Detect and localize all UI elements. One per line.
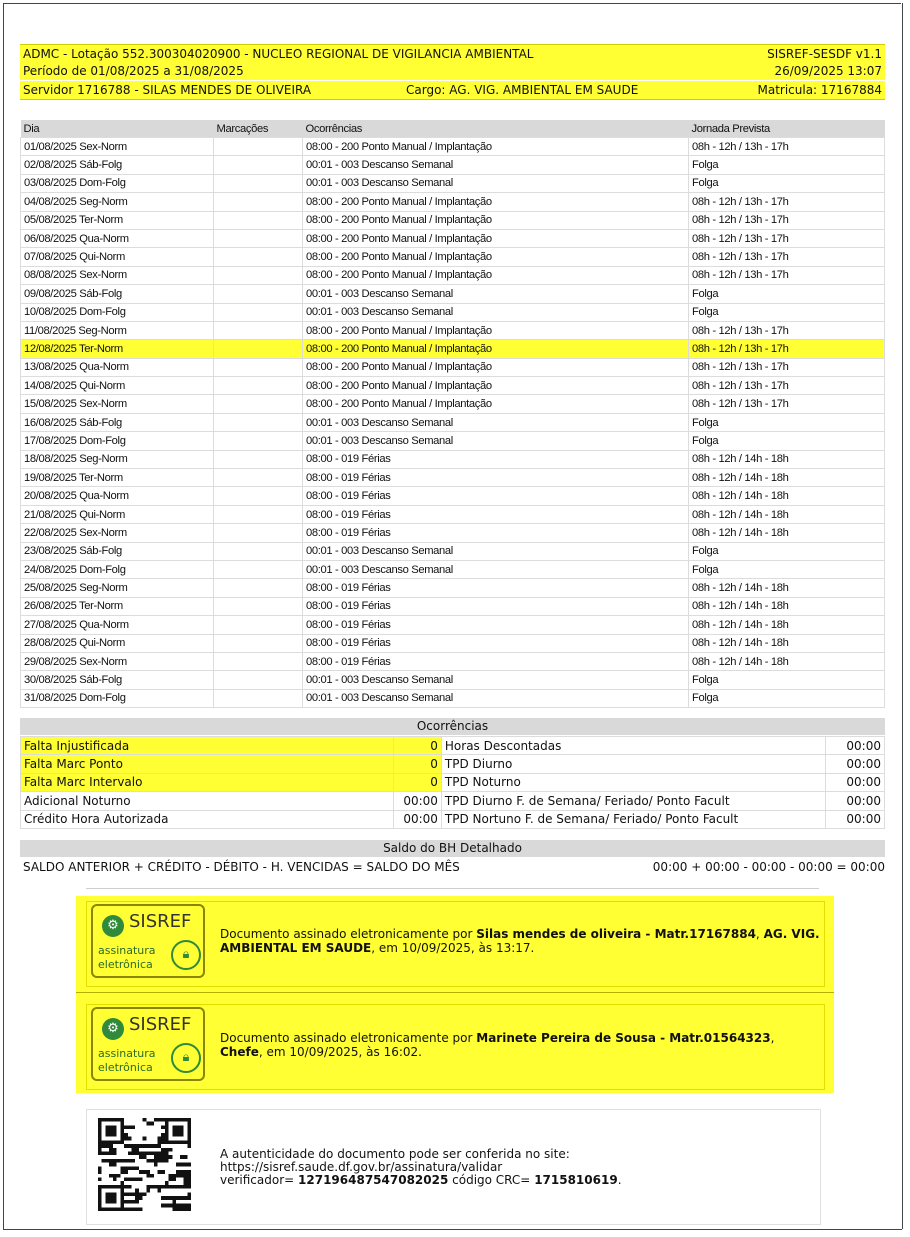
cell-marcacoes (214, 413, 303, 431)
cell-dia: 09/08/2025 Sáb-Folg (21, 285, 214, 303)
cell-ocorrencia: 08:00 - 200 Ponto Manual / Implantação (303, 321, 689, 339)
cell-marcacoes (214, 395, 303, 413)
cell-dia: 21/08/2025 Qui-Norm (21, 505, 214, 523)
cell-ocorrencia: 08:00 - 200 Ponto Manual / Implantação (303, 358, 689, 376)
cell-ocorrencia: 08:00 - 019 Férias (303, 505, 689, 523)
cell-dia: 26/08/2025 Ter-Norm (21, 597, 214, 615)
sig2-sep: , (770, 1031, 775, 1045)
cell-marcacoes (214, 229, 303, 247)
cell-marcacoes (214, 579, 303, 597)
oco-right-value: 00:00 (825, 755, 884, 773)
ocorrencias-table-body (21, 737, 885, 829)
cell-jornada: 08h - 12h / 14h - 18h (689, 634, 885, 652)
matricula-text: Matricula: 17167884 (757, 83, 882, 97)
cell-ocorrencia: 00:01 - 003 Descanso Semanal (303, 156, 689, 174)
cell-jornada: 08h - 12h / 13h - 17h (689, 340, 885, 358)
oco-left-label: Falta Marc Ponto (21, 755, 394, 773)
ocorrencia-row (21, 792, 885, 810)
day-row (21, 413, 885, 431)
sig2-prefix: Documento assinado eletronicamente por (220, 1031, 477, 1045)
lock-icon: 🔒︎ (171, 940, 201, 970)
cell-dia: 18/08/2025 Seg-Norm (21, 450, 214, 468)
codes-end: . (617, 1173, 622, 1187)
cell-ocorrencia: 00:01 - 003 Descanso Semanal (303, 542, 689, 560)
cell-ocorrencia: 00:01 - 003 Descanso Semanal (303, 174, 689, 192)
cell-jornada: Folga (689, 432, 885, 450)
cell-dia: 05/08/2025 Ter-Norm (21, 211, 214, 229)
saldo-line (20, 858, 885, 876)
cell-ocorrencia: 08:00 - 019 Férias (303, 487, 689, 505)
cell-marcacoes (214, 505, 303, 523)
header-line-servidor (20, 81, 885, 100)
cell-jornada: 08h - 12h / 13h - 17h (689, 138, 885, 156)
cell-jornada: Folga (689, 285, 885, 303)
day-row (21, 229, 885, 247)
ocorrencias-table (20, 736, 885, 829)
cell-marcacoes (214, 174, 303, 192)
badge-line1: assinatura (98, 944, 156, 957)
day-row (21, 266, 885, 284)
cell-jornada: Folga (689, 413, 885, 431)
cell-marcacoes (214, 689, 303, 707)
cell-jornada: 08h - 12h / 13h - 17h (689, 211, 885, 229)
cell-marcacoes (214, 303, 303, 321)
cell-marcacoes (214, 358, 303, 376)
cell-marcacoes (214, 616, 303, 634)
days-table-header (21, 120, 885, 138)
oco-right-value: 00:00 (825, 773, 884, 791)
oco-right-label: TPD Diurno (441, 755, 825, 773)
verificador-label: verificador= (220, 1173, 299, 1187)
day-row (21, 358, 885, 376)
saldo-title: Saldo do BH Detalhado (20, 840, 885, 857)
cell-ocorrencia: 00:01 - 003 Descanso Semanal (303, 413, 689, 431)
cell-ocorrencia: 08:00 - 200 Ponto Manual / Implantação (303, 395, 689, 413)
day-row (21, 542, 885, 560)
cell-jornada: Folga (689, 156, 885, 174)
qr-code-icon (98, 1118, 191, 1211)
verificador-value: 127196487547082025 (298, 1173, 449, 1187)
cell-dia: 07/08/2025 Qui-Norm (21, 248, 214, 266)
cell-jornada: 08h - 12h / 13h - 17h (689, 266, 885, 284)
cell-marcacoes (214, 671, 303, 689)
cell-ocorrencia: 08:00 - 200 Ponto Manual / Implantação (303, 266, 689, 284)
cell-ocorrencia: 08:00 - 200 Ponto Manual / Implantação (303, 248, 689, 266)
cell-dia: 27/08/2025 Qua-Norm (21, 616, 214, 634)
day-row (21, 579, 885, 597)
day-row (21, 377, 885, 395)
cell-marcacoes (214, 634, 303, 652)
col-header-ocorrencias: Ocorrências (303, 120, 689, 138)
badge-brand: SISREF (129, 911, 192, 932)
cell-jornada: Folga (689, 174, 885, 192)
saldo-values: 00:00 + 00:00 - 00:00 - 00:00 = 00:00 (652, 860, 885, 874)
cell-dia: 14/08/2025 Qui-Norm (21, 377, 214, 395)
cell-jornada: 08h - 12h / 14h - 18h (689, 579, 885, 597)
cargo-text: Cargo: AG. VIG. AMBIENTAL EM SAUDE (406, 83, 639, 97)
cell-dia: 30/08/2025 Sáb-Folg (21, 671, 214, 689)
cell-ocorrencia: 08:00 - 019 Férias (303, 597, 689, 615)
cell-dia: 13/08/2025 Qua-Norm (21, 358, 214, 376)
cell-marcacoes (214, 193, 303, 211)
oco-right-label: TPD Diurno F. de Semana/ Feriado/ Ponto Facult (441, 792, 825, 810)
generated-datetime: 26/09/2025 13:07 (774, 64, 882, 78)
cell-dia: 19/08/2025 Ter-Norm (21, 469, 214, 487)
cell-dia: 24/08/2025 Dom-Folg (21, 560, 214, 578)
day-row (21, 505, 885, 523)
badge-brand: SISREF (129, 1014, 192, 1035)
saldo-formula: SALDO ANTERIOR + CRÉDITO - DÉBITO - H. VENCIDAS = SALDO DO MÊS (23, 860, 460, 874)
ocorrencia-row (21, 737, 885, 755)
ocorrencia-row (21, 755, 885, 773)
periodo-text: Período de 01/08/2025 a 31/08/2025 (23, 64, 244, 78)
badge-line2: eletrônica (98, 1061, 153, 1074)
cell-jornada: 08h - 12h / 14h - 18h (689, 450, 885, 468)
day-row (21, 634, 885, 652)
oco-left-value: 0 (393, 755, 441, 773)
cell-dia: 11/08/2025 Seg-Norm (21, 321, 214, 339)
day-row (21, 340, 885, 358)
lotacao-text: ADMC - Lotação 552.300304020900 - NUCLEO REGIONAL DE VIGILANCIA AMBIENTAL (23, 47, 534, 61)
cell-ocorrencia: 08:00 - 019 Férias (303, 450, 689, 468)
lock-icon: 🔒︎ (171, 1043, 201, 1073)
verification-line1: A autenticidade do documento pode ser conferida no site: (220, 1147, 570, 1161)
day-row (21, 560, 885, 578)
crc-label: código CRC= (448, 1173, 535, 1187)
verification-url[interactable]: https://sisref.saude.df.gov.br/assinatura/validar (220, 1160, 503, 1174)
cell-marcacoes (214, 597, 303, 615)
cell-ocorrencia: 08:00 - 019 Férias (303, 616, 689, 634)
cell-dia: 10/08/2025 Dom-Folg (21, 303, 214, 321)
ocorrencia-row (21, 810, 885, 828)
day-row (21, 616, 885, 634)
signature-1 (86, 901, 825, 987)
cell-jornada: 08h - 12h / 13h - 17h (689, 358, 885, 376)
col-header-dia: Dia (21, 120, 214, 138)
day-row (21, 469, 885, 487)
cell-jornada: 08h - 12h / 14h - 18h (689, 487, 885, 505)
page-bottom-border (3, 1229, 902, 1230)
cell-dia: 29/08/2025 Sex-Norm (21, 652, 214, 670)
cell-marcacoes (214, 432, 303, 450)
signature-2 (86, 1004, 825, 1090)
cell-jornada: 08h - 12h / 13h - 17h (689, 395, 885, 413)
system-version: SISREF-SESDF v1.1 (767, 47, 882, 61)
cell-dia: 04/08/2025 Seg-Norm (21, 193, 214, 211)
cell-marcacoes (214, 285, 303, 303)
day-row (21, 174, 885, 192)
sig2-name: Marinete Pereira de Sousa - Matr.01564323 (476, 1031, 771, 1045)
day-row (21, 303, 885, 321)
cell-jornada: 08h - 12h / 14h - 18h (689, 469, 885, 487)
day-row (21, 138, 885, 156)
sig1-sep: , (755, 927, 764, 941)
sig1-suffix: , em 10/09/2025, às 13:17. (371, 941, 535, 955)
cell-jornada: 08h - 12h / 14h - 18h (689, 524, 885, 542)
sig2-suffix: , em 10/09/2025, às 16:02. (258, 1045, 422, 1059)
gear-icon: ⚙ (102, 1018, 124, 1040)
oco-left-value: 0 (393, 737, 441, 755)
oco-right-label: TPD Nortuno F. de Semana/ Feriado/ Ponto Facult (441, 810, 825, 828)
crc-value: 1715810619 (534, 1173, 618, 1187)
cell-dia: 31/08/2025 Dom-Folg (21, 689, 214, 707)
cell-jornada: 08h - 12h / 13h - 17h (689, 321, 885, 339)
cell-ocorrencia: 08:00 - 019 Férias (303, 634, 689, 652)
cell-ocorrencia: 00:01 - 003 Descanso Semanal (303, 560, 689, 578)
cell-jornada: Folga (689, 689, 885, 707)
signature-2-text (220, 1031, 820, 1059)
cell-ocorrencia: 00:01 - 003 Descanso Semanal (303, 303, 689, 321)
cell-dia: 23/08/2025 Sáb-Folg (21, 542, 214, 560)
oco-right-value: 00:00 (825, 737, 884, 755)
verification-codes (220, 1174, 622, 1187)
ocorrencias-title: Ocorrências (20, 718, 885, 735)
cell-dia: 08/08/2025 Sex-Norm (21, 266, 214, 284)
oco-right-value: 00:00 (825, 792, 884, 810)
cell-ocorrencia: 00:01 - 003 Descanso Semanal (303, 285, 689, 303)
cell-ocorrencia: 08:00 - 200 Ponto Manual / Implantação (303, 138, 689, 156)
signatures-block (76, 896, 834, 1093)
day-row (21, 450, 885, 468)
day-row (21, 671, 885, 689)
sig1-name: Silas mendes de oliveira - Matr.17167884 (476, 927, 756, 941)
signature-divider (76, 992, 834, 993)
cell-jornada: Folga (689, 542, 885, 560)
gear-icon: ⚙ (102, 915, 124, 937)
cell-jornada: Folga (689, 560, 885, 578)
cell-marcacoes (214, 321, 303, 339)
day-row (21, 524, 885, 542)
day-row (21, 193, 885, 211)
oco-right-label: TPD Noturno (441, 773, 825, 791)
cell-dia: 22/08/2025 Sex-Norm (21, 524, 214, 542)
servidor-text: Servidor 1716788 - SILAS MENDES DE OLIVEIRA (23, 83, 312, 97)
sisref-signature-badge (91, 1007, 205, 1081)
day-row (21, 597, 885, 615)
day-row (21, 432, 885, 450)
cell-jornada: 08h - 12h / 14h - 18h (689, 616, 885, 634)
cell-jornada: Folga (689, 303, 885, 321)
cell-jornada: 08h - 12h / 13h - 17h (689, 229, 885, 247)
cell-ocorrencia: 08:00 - 200 Ponto Manual / Implantação (303, 211, 689, 229)
oco-left-value: 00:00 (393, 810, 441, 828)
cell-marcacoes (214, 652, 303, 670)
cell-dia: 20/08/2025 Qua-Norm (21, 487, 214, 505)
cell-marcacoes (214, 560, 303, 578)
cell-ocorrencia: 00:01 - 003 Descanso Semanal (303, 671, 689, 689)
verification-block (86, 1109, 821, 1225)
cell-jornada: 08h - 12h / 14h - 18h (689, 505, 885, 523)
cell-dia: 28/08/2025 Qui-Norm (21, 634, 214, 652)
cell-ocorrencia: 08:00 - 200 Ponto Manual / Implantação (303, 340, 689, 358)
cell-ocorrencia: 08:00 - 019 Férias (303, 524, 689, 542)
cell-dia: 06/08/2025 Qua-Norm (21, 229, 214, 247)
cell-marcacoes (214, 248, 303, 266)
cell-dia: 02/08/2025 Sáb-Folg (21, 156, 214, 174)
oco-right-value: 00:00 (825, 810, 884, 828)
cell-ocorrencia: 00:01 - 003 Descanso Semanal (303, 432, 689, 450)
sig1-prefix: Documento assinado eletronicamente por (220, 927, 477, 941)
cell-dia: 25/08/2025 Seg-Norm (21, 579, 214, 597)
cell-marcacoes (214, 524, 303, 542)
cell-marcacoes (214, 450, 303, 468)
oco-right-label: Horas Descontadas (441, 737, 825, 755)
cell-marcacoes (214, 542, 303, 560)
cell-dia: 12/08/2025 Ter-Norm (21, 340, 214, 358)
cell-ocorrencia: 08:00 - 200 Ponto Manual / Implantação (303, 377, 689, 395)
badge-line1: assinatura (98, 1047, 156, 1060)
day-row (21, 248, 885, 266)
cell-jornada: 08h - 12h / 13h - 17h (689, 377, 885, 395)
cell-ocorrencia: 08:00 - 200 Ponto Manual / Implantação (303, 193, 689, 211)
day-row (21, 321, 885, 339)
oco-left-label: Crédito Hora Autorizada (21, 810, 394, 828)
cell-ocorrencia: 08:00 - 019 Férias (303, 652, 689, 670)
divider (86, 888, 819, 889)
col-header-jornada: Jornada Prevista (689, 120, 885, 138)
day-row (21, 211, 885, 229)
day-row (21, 395, 885, 413)
cell-dia: 17/08/2025 Dom-Folg (21, 432, 214, 450)
day-row (21, 156, 885, 174)
cell-jornada: 08h - 12h / 13h - 17h (689, 193, 885, 211)
oco-left-value: 00:00 (393, 792, 441, 810)
badge-line2: eletrônica (98, 958, 153, 971)
cell-marcacoes (214, 138, 303, 156)
day-row (21, 652, 885, 670)
cell-jornada: 08h - 12h / 14h - 18h (689, 652, 885, 670)
ocorrencia-row (21, 773, 885, 791)
cell-dia: 03/08/2025 Dom-Folg (21, 174, 214, 192)
cell-dia: 16/08/2025 Sáb-Folg (21, 413, 214, 431)
cell-marcacoes (214, 469, 303, 487)
sisref-signature-badge (91, 904, 205, 978)
cell-ocorrencia: 08:00 - 019 Férias (303, 469, 689, 487)
day-row (21, 689, 885, 707)
header-line-periodo (20, 62, 885, 80)
cell-jornada: Folga (689, 671, 885, 689)
cell-marcacoes (214, 487, 303, 505)
header-line-lotacao (20, 44, 885, 63)
oco-left-value: 0 (393, 773, 441, 791)
cell-marcacoes (214, 156, 303, 174)
day-row (21, 285, 885, 303)
oco-left-label: Adicional Noturno (21, 792, 394, 810)
cell-jornada: 08h - 12h / 14h - 18h (689, 597, 885, 615)
cell-ocorrencia: 00:01 - 003 Descanso Semanal (303, 689, 689, 707)
cell-marcacoes (214, 266, 303, 284)
verification-text (220, 1148, 622, 1187)
oco-left-label: Falta Marc Intervalo (21, 773, 394, 791)
cell-marcacoes (214, 211, 303, 229)
sig1-role: AG. VIG. AMBIENTAL EM SAUDE (220, 927, 820, 955)
sig2-role: Chefe (220, 1045, 259, 1059)
cell-jornada: 08h - 12h / 13h - 17h (689, 248, 885, 266)
days-table-body (21, 138, 885, 708)
days-table (20, 120, 885, 708)
oco-left-label: Falta Injustificada (21, 737, 394, 755)
cell-dia: 01/08/2025 Sex-Norm (21, 138, 214, 156)
cell-dia: 15/08/2025 Sex-Norm (21, 395, 214, 413)
day-row (21, 487, 885, 505)
cell-marcacoes (214, 340, 303, 358)
signature-1-text (220, 927, 820, 955)
cell-marcacoes (214, 377, 303, 395)
col-header-marcacoes: Marcações (214, 120, 303, 138)
cell-ocorrencia: 08:00 - 019 Férias (303, 579, 689, 597)
cell-ocorrencia: 08:00 - 200 Ponto Manual / Implantação (303, 229, 689, 247)
